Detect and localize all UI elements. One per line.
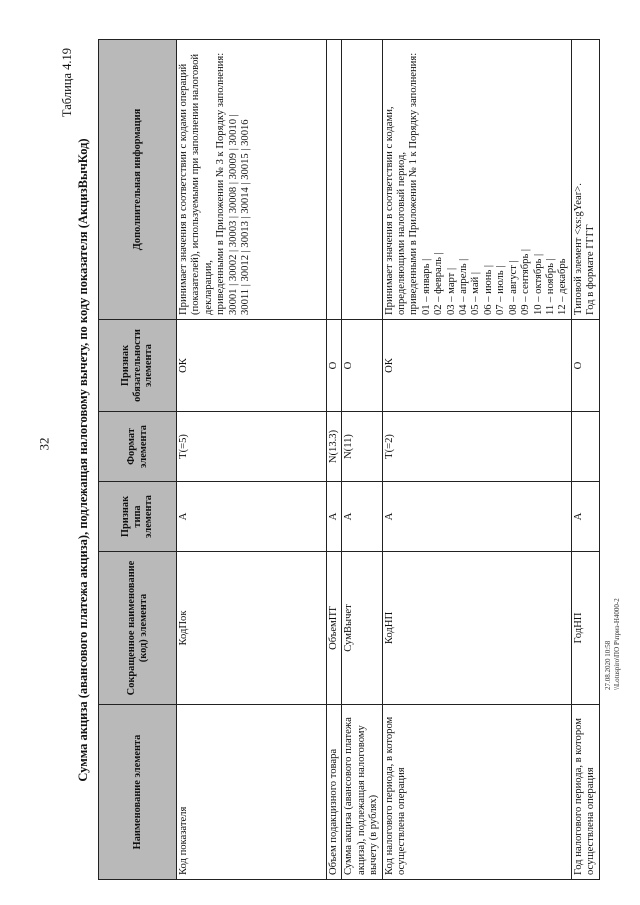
info-line: 30001 | 30002 | 30003 | 30008 | 30009 | 30010 | <box>227 114 239 315</box>
cell-required: О <box>327 320 342 412</box>
cell-format: T(=5) <box>177 412 327 482</box>
cell-required: ОК <box>382 320 571 412</box>
cell-format: T(=2) <box>382 412 571 482</box>
cell-info <box>571 40 599 320</box>
info-line: Принимает значения в соответствии с кодами, определяющими налоговый период, <box>383 106 408 315</box>
page-number: 32 <box>36 437 52 451</box>
info-line: 10 – октябрь | <box>532 253 544 315</box>
cell-info <box>327 40 342 320</box>
cell-name: Код показателя <box>177 705 327 880</box>
table-row <box>342 40 382 880</box>
cell-format: N(13.3) <box>327 412 342 482</box>
info-line: 08 – август | <box>507 260 519 315</box>
info-line: 02 – февраль | <box>433 252 445 315</box>
info-line: 03 – март | <box>445 267 457 315</box>
header-element-code: Сокращенное наименование (код) элемента <box>99 552 177 705</box>
info-line: 30011 | 30012 | 30013 | 30014 | 30015 | 30016 <box>240 119 252 315</box>
info-line: 06 – июнь | <box>482 264 494 315</box>
cell-required: О <box>571 320 599 412</box>
cell-code: ГодНП <box>571 552 599 705</box>
print-path: \\Lotuspiro\ПО Р\приз-Н4000-2 <box>613 598 621 690</box>
cell-required: ОК <box>177 320 327 412</box>
cell-type: А <box>177 482 327 552</box>
info-line: приведенными в Приложении № 1 к Порядку заполнения: <box>408 52 420 315</box>
info-line: 09 – сентябрь | <box>520 248 532 315</box>
cell-type: А <box>342 482 382 552</box>
info-line: приведенными в Приложении № 3 к Порядку заполнения: <box>215 52 227 315</box>
info-line: Год в формате ГГГГ <box>585 224 597 315</box>
table-row <box>382 40 571 880</box>
table-row <box>571 40 599 880</box>
header-additional-info: Дополнительная информация <box>99 40 177 320</box>
cell-format: N(11) <box>342 412 382 482</box>
table-number: Таблица 4.19 <box>60 48 74 118</box>
cell-type: А <box>382 482 571 552</box>
table-title: Сумма акциза (авансового платежа акциза), подлежащая налоговому вычету, по коду показателя (АкцизВычКод) <box>76 138 90 782</box>
header-element-name: Наименование элемента <box>99 705 177 880</box>
cell-code: КодНП <box>382 552 571 705</box>
info-line: 01 – январь | <box>420 258 432 315</box>
header-element-required: Признак обязательности элемента <box>99 320 177 412</box>
info-line: Принимает значения в соответствии с кодами операций (показателей), используемыми при заполнении налоговой декларации, <box>178 53 214 315</box>
cell-name: Сумма акциза (авансового платежа акциза), подлежащая налоговому вычету (в рублях) <box>342 705 382 880</box>
cell-type: А <box>327 482 342 552</box>
cell-code: КодПок <box>177 552 327 705</box>
info-line: 12 – декабрь <box>557 258 569 315</box>
cell-name: Год налогового периода, в котором осуществлена операция <box>571 705 599 880</box>
header-element-format: Формат элемента <box>99 412 177 482</box>
cell-name: Код налогового периода, в котором осуществлена операция <box>382 705 571 880</box>
cell-required: О <box>342 320 382 412</box>
table-block <box>60 40 597 880</box>
cell-code: ОбъемПТ <box>327 552 342 705</box>
cell-info <box>382 40 571 320</box>
table-header-row <box>99 40 177 880</box>
cell-info <box>177 40 327 320</box>
cell-name: Объем подакцизного товара <box>327 705 342 880</box>
header-element-type: Признак типа элемента <box>99 482 177 552</box>
table-row <box>177 40 327 880</box>
element-table <box>98 39 600 880</box>
info-line: 11 – ноябрь | <box>544 258 556 315</box>
cell-type: А <box>571 482 599 552</box>
info-line: 05 – май | <box>470 272 482 315</box>
info-line: 07 – июль | <box>495 265 507 315</box>
print-timestamp: 27.08.2020 10:58 <box>604 640 612 690</box>
info-line: Типовой элемент <xs:gYear>. <box>572 183 584 315</box>
table-row <box>327 40 342 880</box>
cell-format <box>571 412 599 482</box>
cell-code: СумВычет <box>342 552 382 705</box>
info-line: 04 – апрель | <box>458 258 470 315</box>
cell-info <box>342 40 382 320</box>
